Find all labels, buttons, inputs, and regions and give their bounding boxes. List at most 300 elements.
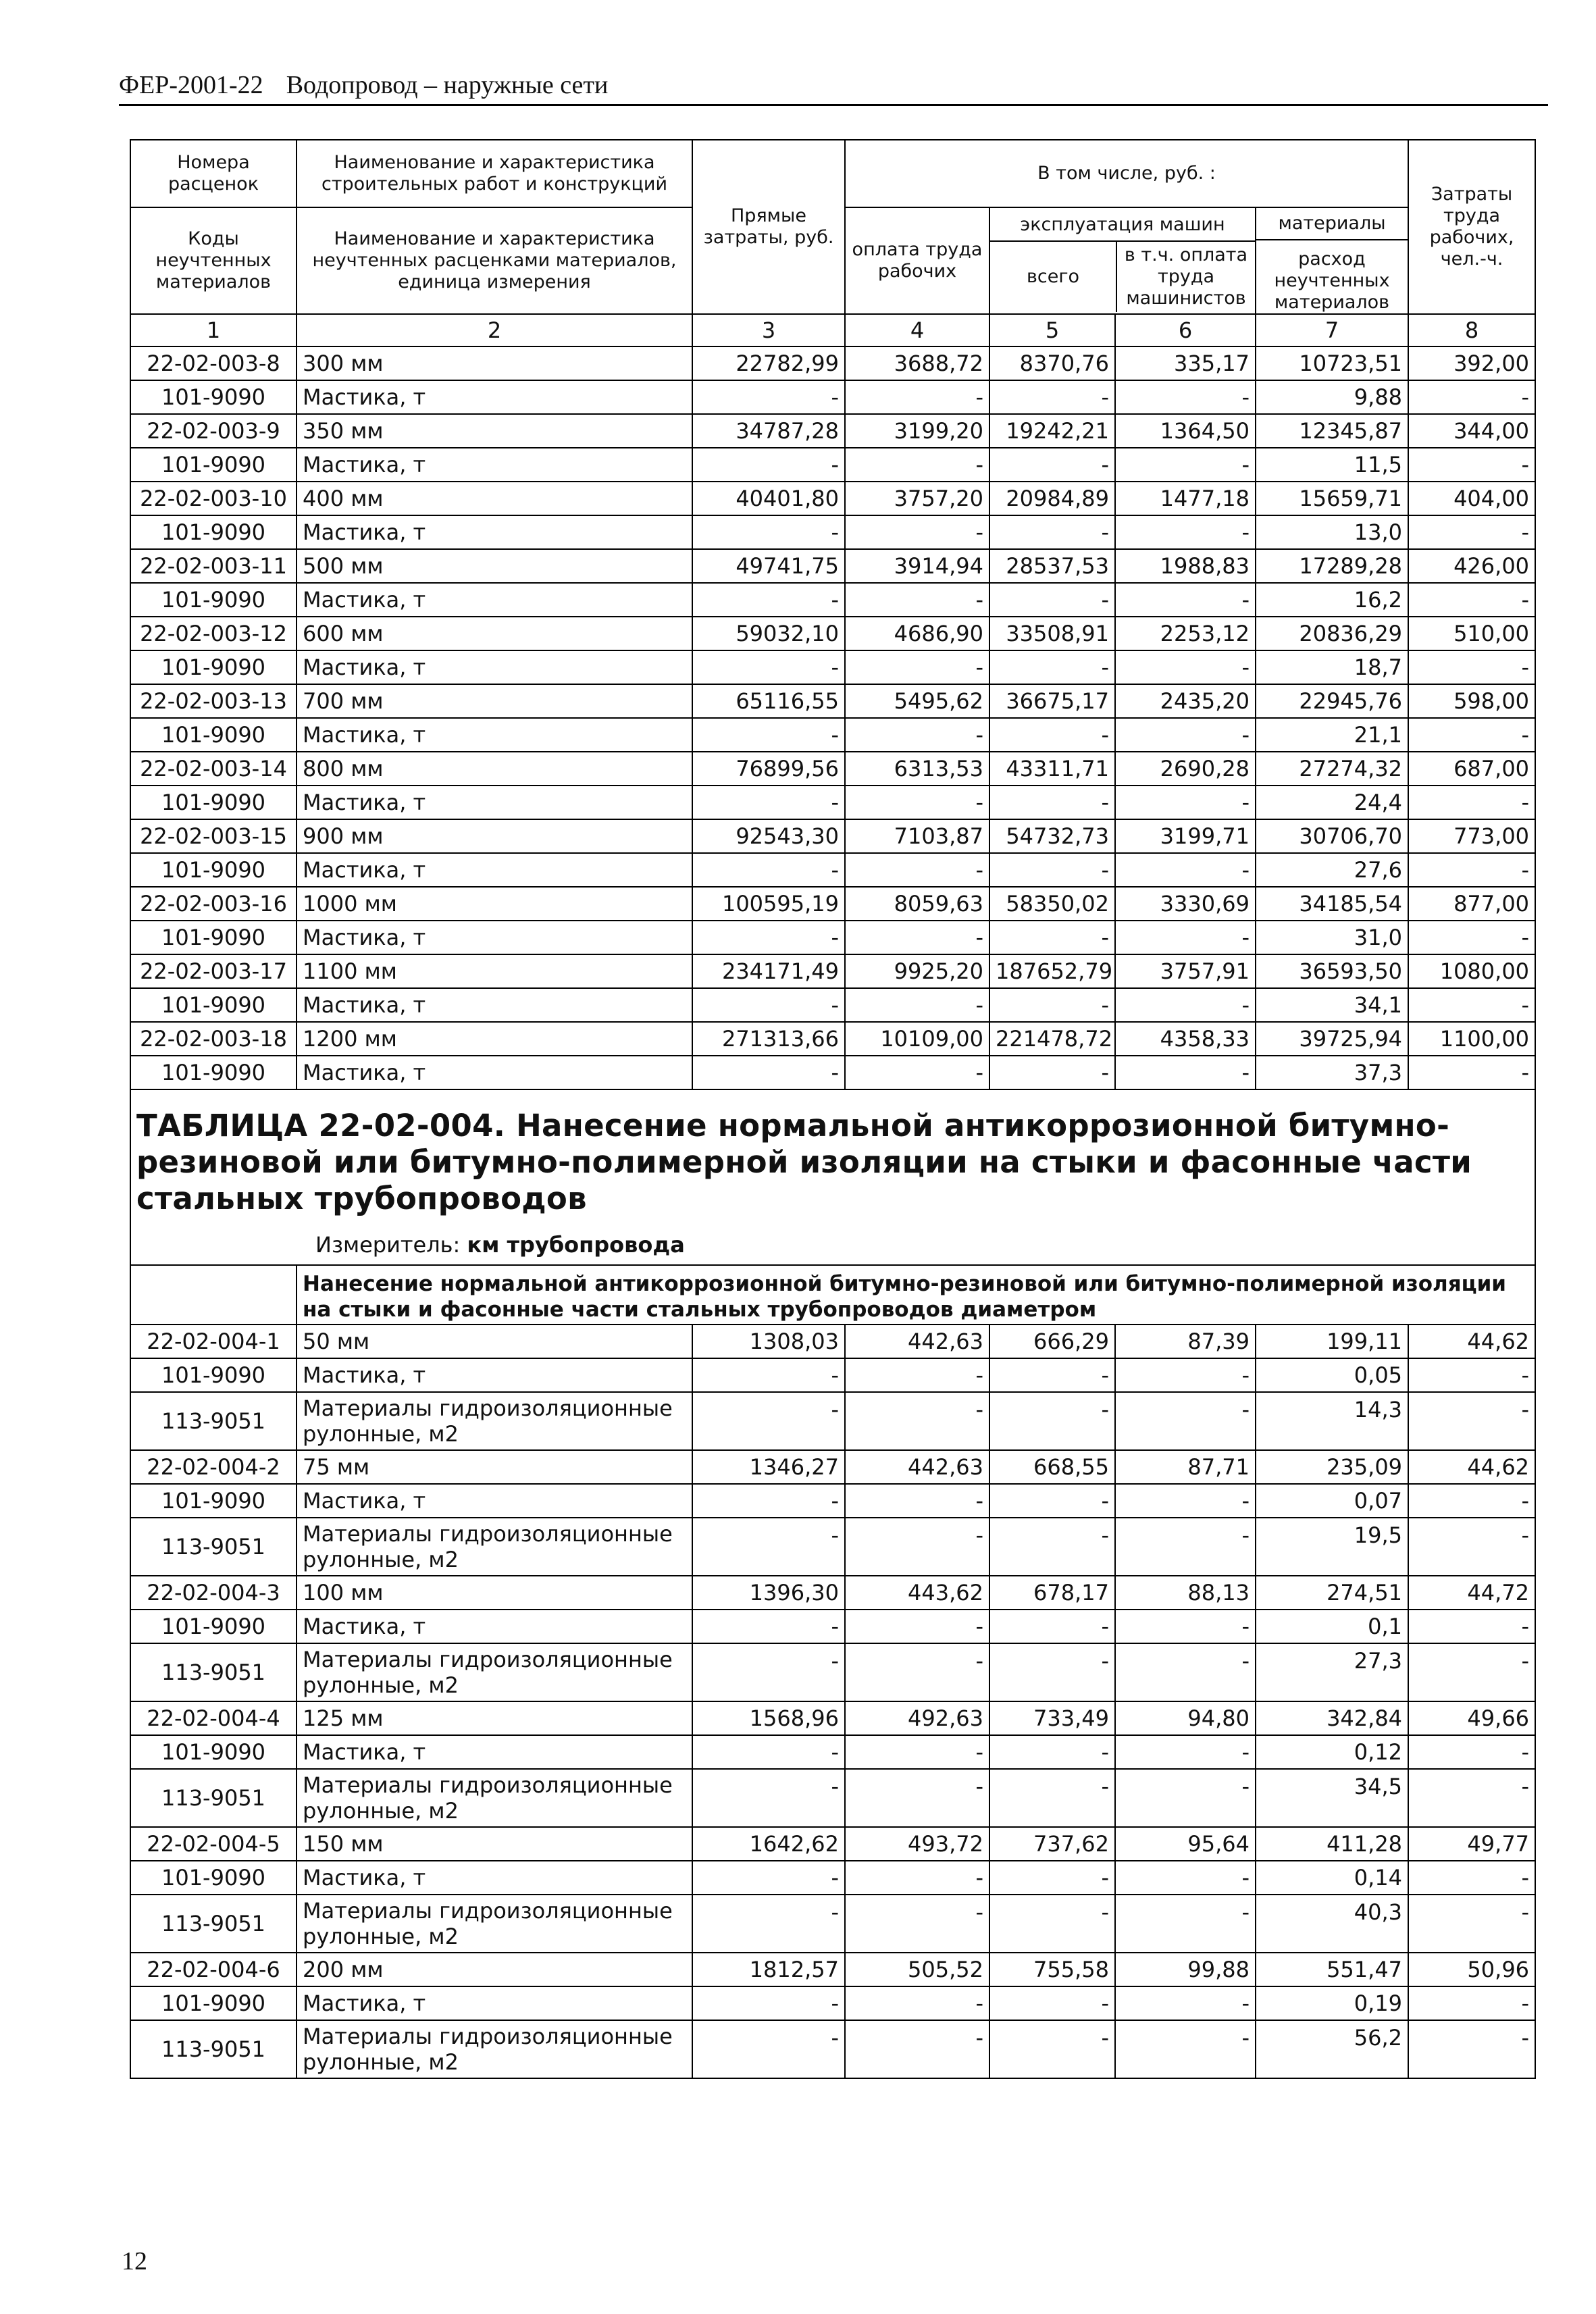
rate-row xyxy=(130,1022,1535,1056)
section-title: Водопровод – наружные сети xyxy=(286,71,609,99)
rate-code: 22-02-003-18 xyxy=(130,1022,297,1056)
material-name: Мастика, т xyxy=(297,1861,692,1895)
direct-costs: 1308,03 xyxy=(692,1325,845,1358)
labor-hours: 49,66 xyxy=(1408,1701,1535,1735)
labor-hours: 49,77 xyxy=(1408,1827,1535,1861)
direct-costs: 49741,75 xyxy=(692,549,845,583)
materials: 56,2 xyxy=(1256,2020,1408,2078)
meter-label: Измеритель: xyxy=(315,1232,461,1258)
rate-code: 22-02-003-15 xyxy=(130,819,297,853)
material-code: 113-9051 xyxy=(130,1769,297,1827)
rate-row xyxy=(130,482,1535,515)
work-name: 50 мм xyxy=(297,1325,692,1358)
materials: 27,6 xyxy=(1256,853,1408,887)
machines-total: - xyxy=(989,1861,1115,1895)
machines-total: - xyxy=(989,380,1115,414)
material-name: Материалы гидроизоляционные рулонные, м2 xyxy=(297,1518,692,1576)
rate-row xyxy=(130,1325,1535,1358)
labor-hours: - xyxy=(1408,1986,1535,2020)
labor-pay: 9925,20 xyxy=(845,954,989,988)
labor-hours: 426,00 xyxy=(1408,549,1535,583)
labor-pay: 7103,87 xyxy=(845,819,989,853)
labor-hours: - xyxy=(1408,1735,1535,1769)
column-number: 6 xyxy=(1115,314,1256,346)
machinists-pay: - xyxy=(1115,1518,1256,1576)
machines-total: 666,29 xyxy=(989,1325,1115,1358)
labor-hours: - xyxy=(1408,1769,1535,1827)
materials: 37,3 xyxy=(1256,1056,1408,1089)
labor-pay: - xyxy=(845,1735,989,1769)
machinists-pay: 87,71 xyxy=(1115,1450,1256,1484)
material-name: Мастика, т xyxy=(297,650,692,684)
direct-costs: - xyxy=(692,1643,845,1701)
column-number: 3 xyxy=(692,314,845,346)
labor-hours: - xyxy=(1408,921,1535,954)
labor-hours: - xyxy=(1408,988,1535,1022)
machines-total: - xyxy=(989,1735,1115,1769)
labor-hours: 687,00 xyxy=(1408,752,1535,786)
direct-costs: - xyxy=(692,1518,845,1576)
machines-total: 678,17 xyxy=(989,1576,1115,1610)
work-name: 150 мм xyxy=(297,1827,692,1861)
direct-costs: 271313,66 xyxy=(692,1022,845,1056)
table-title-row xyxy=(130,1089,1535,1265)
rate-code: 22-02-003-12 xyxy=(130,617,297,650)
machines-total: - xyxy=(989,650,1115,684)
machines-total: 221478,72 xyxy=(989,1022,1115,1056)
material-name: Мастика, т xyxy=(297,921,692,954)
labor-hours: - xyxy=(1408,380,1535,414)
rate-code: 22-02-004-4 xyxy=(130,1701,297,1735)
header-rule xyxy=(119,104,1548,106)
labor-pay: - xyxy=(845,380,989,414)
header-direct-costs: Прямые затраты, руб. xyxy=(692,140,845,314)
header-material-name: Наименование и характеристика неучтенных расценками материалов, единица измерения xyxy=(297,207,692,314)
rate-row xyxy=(130,887,1535,921)
direct-costs: - xyxy=(692,583,845,617)
direct-costs: 1346,27 xyxy=(692,1450,845,1484)
labor-pay: - xyxy=(845,583,989,617)
direct-costs: 34787,28 xyxy=(692,414,845,448)
machinists-pay: - xyxy=(1115,515,1256,549)
labor-pay: 443,62 xyxy=(845,1576,989,1610)
material-row xyxy=(130,448,1535,482)
labor-pay: 3199,20 xyxy=(845,414,989,448)
machinists-pay: 1364,50 xyxy=(1115,414,1256,448)
materials: 11,5 xyxy=(1256,448,1408,482)
material-row xyxy=(130,515,1535,549)
materials: 34185,54 xyxy=(1256,887,1408,921)
direct-costs: - xyxy=(692,650,845,684)
work-name: 800 мм xyxy=(297,752,692,786)
labor-pay: - xyxy=(845,1056,989,1089)
machines-total: - xyxy=(989,583,1115,617)
material-code: 113-9051 xyxy=(130,2020,297,2078)
labor-pay: - xyxy=(845,1643,989,1701)
labor-pay: 3757,20 xyxy=(845,482,989,515)
machines-total: - xyxy=(989,988,1115,1022)
rate-row xyxy=(130,1827,1535,1861)
rate-code: 22-02-004-6 xyxy=(130,1953,297,1986)
machinists-pay: - xyxy=(1115,1392,1256,1450)
machinists-pay: - xyxy=(1115,1643,1256,1701)
material-code: 101-9090 xyxy=(130,583,297,617)
rate-code: 22-02-004-3 xyxy=(130,1576,297,1610)
materials: 0,12 xyxy=(1256,1735,1408,1769)
rate-code: 22-02-003-17 xyxy=(130,954,297,988)
rate-row xyxy=(130,1576,1535,1610)
machines-total: - xyxy=(989,1610,1115,1643)
material-row xyxy=(130,1735,1535,1769)
direct-costs: - xyxy=(692,1358,845,1392)
machinists-pay: 99,88 xyxy=(1115,1953,1256,1986)
direct-costs: - xyxy=(692,921,845,954)
work-name: 1200 мм xyxy=(297,1022,692,1056)
material-code: 101-9090 xyxy=(130,650,297,684)
labor-hours: 1100,00 xyxy=(1408,1022,1535,1056)
header-labor-pay: оплата труда рабочих xyxy=(845,207,989,314)
header-labor-cost: Затраты труда рабочих, чел.-ч. xyxy=(1408,140,1535,314)
labor-pay: 4686,90 xyxy=(845,617,989,650)
labor-pay: - xyxy=(845,515,989,549)
materials: 0,19 xyxy=(1256,1986,1408,2020)
machinists-pay: - xyxy=(1115,448,1256,482)
header-including: В том числе, руб. : xyxy=(845,140,1408,207)
table-title-cell xyxy=(130,1089,1535,1265)
header-work-name: Наименование и характеристика строительных работ и конструкций xyxy=(297,140,692,207)
labor-hours: - xyxy=(1408,1056,1535,1089)
rate-row xyxy=(130,549,1535,583)
materials: 40,3 xyxy=(1256,1895,1408,1953)
materials: 14,3 xyxy=(1256,1392,1408,1450)
machines-total: 19242,21 xyxy=(989,414,1115,448)
machinists-pay: 3330,69 xyxy=(1115,887,1256,921)
machinists-pay: 1988,83 xyxy=(1115,549,1256,583)
machines-total: 8370,76 xyxy=(989,346,1115,380)
material-code: 113-9051 xyxy=(130,1895,297,1953)
column-number: 1 xyxy=(130,314,297,346)
labor-pay: - xyxy=(845,1610,989,1643)
header-materials: материалы xyxy=(1256,208,1408,240)
header-machines-total: всего xyxy=(990,242,1117,312)
work-name: 350 мм xyxy=(297,414,692,448)
materials: 411,28 xyxy=(1256,1827,1408,1861)
material-name: Материалы гидроизоляционные рулонные, м2 xyxy=(297,1392,692,1450)
direct-costs: 40401,80 xyxy=(692,482,845,515)
material-row xyxy=(130,1769,1535,1827)
labor-hours: 44,62 xyxy=(1408,1325,1535,1358)
labor-pay: - xyxy=(845,1986,989,2020)
labor-hours: 773,00 xyxy=(1408,819,1535,853)
materials: 17289,28 xyxy=(1256,549,1408,583)
labor-hours: 44,72 xyxy=(1408,1576,1535,1610)
material-row xyxy=(130,1610,1535,1643)
machines-total: - xyxy=(989,1056,1115,1089)
material-row xyxy=(130,1358,1535,1392)
work-name: 600 мм xyxy=(297,617,692,650)
direct-costs: - xyxy=(692,1484,845,1518)
machinists-pay: 4358,33 xyxy=(1115,1022,1256,1056)
labor-hours: 510,00 xyxy=(1408,617,1535,650)
direct-costs: 92543,30 xyxy=(692,819,845,853)
material-name: Мастика, т xyxy=(297,1484,692,1518)
machinists-pay: 2435,20 xyxy=(1115,684,1256,718)
header-machinists-pay: в т.ч. оплата труда машинистов xyxy=(1124,245,1248,309)
machines-total: 20984,89 xyxy=(989,482,1115,515)
labor-hours: 50,96 xyxy=(1408,1953,1535,1986)
materials: 342,84 xyxy=(1256,1701,1408,1735)
header-material-usage: расход неучтенных материалов xyxy=(1274,249,1390,313)
machines-total: - xyxy=(989,1643,1115,1701)
materials: 551,47 xyxy=(1256,1953,1408,1986)
material-row xyxy=(130,583,1535,617)
direct-costs: - xyxy=(692,1392,845,1450)
labor-pay: - xyxy=(845,1484,989,1518)
material-name: Мастика, т xyxy=(297,1986,692,2020)
machines-total: - xyxy=(989,1769,1115,1827)
machinists-pay: - xyxy=(1115,921,1256,954)
machines-total: - xyxy=(989,448,1115,482)
material-row xyxy=(130,786,1535,819)
machinists-pay: - xyxy=(1115,1895,1256,1953)
machines-total: - xyxy=(989,718,1115,752)
machines-total: - xyxy=(989,921,1115,954)
rate-code: 22-02-004-2 xyxy=(130,1450,297,1484)
material-row xyxy=(130,853,1535,887)
materials: 30706,70 xyxy=(1256,819,1408,853)
rate-code: 22-02-004-5 xyxy=(130,1827,297,1861)
rate-row xyxy=(130,617,1535,650)
labor-hours: 877,00 xyxy=(1408,887,1535,921)
work-name: 200 мм xyxy=(297,1953,692,1986)
labor-pay: 3688,72 xyxy=(845,346,989,380)
material-code: 101-9090 xyxy=(130,515,297,549)
machinists-pay: - xyxy=(1115,718,1256,752)
machinists-pay: 3757,91 xyxy=(1115,954,1256,988)
work-name: 125 мм xyxy=(297,1701,692,1735)
machines-total: 54732,73 xyxy=(989,819,1115,853)
material-code: 101-9090 xyxy=(130,1735,297,1769)
machines-total: - xyxy=(989,1484,1115,1518)
materials: 27274,32 xyxy=(1256,752,1408,786)
materials: 15659,71 xyxy=(1256,482,1408,515)
group-title: Нанесение нормальной антикоррозионной битумно-резиновой или битумно-полимерной изоляции на стыки и фасонные части стальных трубопроводов диаметром xyxy=(297,1265,1535,1325)
labor-pay: 493,72 xyxy=(845,1827,989,1861)
materials: 20836,29 xyxy=(1256,617,1408,650)
table-body xyxy=(130,140,1535,2078)
material-row xyxy=(130,1643,1535,1701)
material-code: 101-9090 xyxy=(130,1484,297,1518)
machines-total: 187652,79 xyxy=(989,954,1115,988)
machinists-pay: - xyxy=(1115,853,1256,887)
labor-pay: - xyxy=(845,650,989,684)
machines-total: - xyxy=(989,853,1115,887)
header-machines-sub xyxy=(990,242,1255,312)
labor-pay: 442,63 xyxy=(845,1450,989,1484)
material-code: 101-9090 xyxy=(130,448,297,482)
running-head xyxy=(119,70,608,100)
materials: 274,51 xyxy=(1256,1576,1408,1610)
rate-row xyxy=(130,414,1535,448)
labor-pay: 442,63 xyxy=(845,1325,989,1358)
material-row xyxy=(130,1986,1535,2020)
material-row xyxy=(130,650,1535,684)
material-name: Мастика, т xyxy=(297,1358,692,1392)
materials: 10723,51 xyxy=(1256,346,1408,380)
labor-hours: - xyxy=(1408,853,1535,887)
labor-hours: - xyxy=(1408,1610,1535,1643)
rate-row xyxy=(130,1701,1535,1735)
machines-total: 737,62 xyxy=(989,1827,1115,1861)
material-code: 101-9090 xyxy=(130,988,297,1022)
direct-costs: - xyxy=(692,1861,845,1895)
labor-pay: - xyxy=(845,448,989,482)
machines-total: - xyxy=(989,515,1115,549)
labor-hours: 44,62 xyxy=(1408,1450,1535,1484)
rate-code: 22-02-003-9 xyxy=(130,414,297,448)
table-title: ТАБЛИЦА 22-02-004. Нанесение нормальной антикоррозионной битумно-резиновой или битумно-полимерной изоляции на стыки и фасонные части стальных трубопроводов xyxy=(136,1108,1472,1216)
direct-costs: 1568,96 xyxy=(692,1701,845,1735)
material-code: 101-9090 xyxy=(130,1358,297,1392)
material-name: Материалы гидроизоляционные рулонные, м2 xyxy=(297,1769,692,1827)
material-row xyxy=(130,1861,1535,1895)
material-name: Мастика, т xyxy=(297,1735,692,1769)
machines-total: - xyxy=(989,786,1115,819)
machinists-pay: - xyxy=(1115,650,1256,684)
machinists-pay: 335,17 xyxy=(1115,346,1256,380)
direct-costs: - xyxy=(692,515,845,549)
material-row xyxy=(130,1056,1535,1089)
direct-costs: - xyxy=(692,2020,845,2078)
materials: 18,7 xyxy=(1256,650,1408,684)
machinists-pay: - xyxy=(1115,583,1256,617)
material-name: Мастика, т xyxy=(297,448,692,482)
material-code: 113-9051 xyxy=(130,1643,297,1701)
direct-costs: - xyxy=(692,786,845,819)
materials: 19,5 xyxy=(1256,1518,1408,1576)
labor-hours: - xyxy=(1408,583,1535,617)
direct-costs: 65116,55 xyxy=(692,684,845,718)
machines-total: 28537,53 xyxy=(989,549,1115,583)
machinists-pay: - xyxy=(1115,1769,1256,1827)
machinists-pay: - xyxy=(1115,2020,1256,2078)
header-material-codes: Коды неучтенных материалов xyxy=(130,207,297,314)
column-numbers-row xyxy=(130,314,1535,346)
machinists-pay: 2690,28 xyxy=(1115,752,1256,786)
rate-code: 22-02-004-1 xyxy=(130,1325,297,1358)
materials: 235,09 xyxy=(1256,1450,1408,1484)
material-code: 101-9090 xyxy=(130,380,297,414)
direct-costs: - xyxy=(692,1769,845,1827)
direct-costs: 59032,10 xyxy=(692,617,845,650)
rate-row xyxy=(130,346,1535,380)
labor-hours: 598,00 xyxy=(1408,684,1535,718)
machines-total: 43311,71 xyxy=(989,752,1115,786)
labor-pay: - xyxy=(845,718,989,752)
materials: 21,1 xyxy=(1256,718,1408,752)
labor-pay: - xyxy=(845,1769,989,1827)
machines-total: 755,58 xyxy=(989,1953,1115,1986)
direct-costs: 1812,57 xyxy=(692,1953,845,1986)
machinists-pay: 2253,12 xyxy=(1115,617,1256,650)
labor-hours: 1080,00 xyxy=(1408,954,1535,988)
machinists-pay: - xyxy=(1115,988,1256,1022)
direct-costs: - xyxy=(692,1735,845,1769)
machinists-pay: - xyxy=(1115,380,1256,414)
direct-costs: - xyxy=(692,853,845,887)
labor-hours: - xyxy=(1408,1358,1535,1392)
rate-row xyxy=(130,684,1535,718)
rates-table xyxy=(130,139,1536,2079)
meter xyxy=(315,1232,1529,1258)
material-row xyxy=(130,1392,1535,1450)
work-name: 100 мм xyxy=(297,1576,692,1610)
material-name: Материалы гидроизоляционные рулонные, м2 xyxy=(297,1643,692,1701)
machinists-pay: 94,80 xyxy=(1115,1701,1256,1735)
header-machines: эксплуатация машин xyxy=(990,209,1255,242)
machines-total: - xyxy=(989,1518,1115,1576)
material-code: 101-9090 xyxy=(130,853,297,887)
direct-costs: 1642,62 xyxy=(692,1827,845,1861)
material-row xyxy=(130,1484,1535,1518)
machines-total: - xyxy=(989,1986,1115,2020)
machinists-pay: 1477,18 xyxy=(1115,482,1256,515)
rate-code: 22-02-003-16 xyxy=(130,887,297,921)
work-name: 75 мм xyxy=(297,1450,692,1484)
materials: 27,3 xyxy=(1256,1643,1408,1701)
labor-pay: 6313,53 xyxy=(845,752,989,786)
labor-hours: - xyxy=(1408,2020,1535,2078)
labor-hours: - xyxy=(1408,448,1535,482)
column-number: 8 xyxy=(1408,314,1535,346)
labor-hours: - xyxy=(1408,1861,1535,1895)
labor-pay: - xyxy=(845,2020,989,2078)
materials: 13,0 xyxy=(1256,515,1408,549)
material-code: 101-9090 xyxy=(130,1056,297,1089)
materials: 36593,50 xyxy=(1256,954,1408,988)
material-name: Мастика, т xyxy=(297,1610,692,1643)
material-code: 101-9090 xyxy=(130,1986,297,2020)
material-row xyxy=(130,1895,1535,1953)
machinists-pay: 88,13 xyxy=(1115,1576,1256,1610)
labor-hours: - xyxy=(1408,1518,1535,1576)
material-name: Материалы гидроизоляционные рулонные, м2 xyxy=(297,2020,692,2078)
material-name: Мастика, т xyxy=(297,853,692,887)
machinists-pay: - xyxy=(1115,1484,1256,1518)
rate-row xyxy=(130,752,1535,786)
materials: 16,2 xyxy=(1256,583,1408,617)
machinists-pay: - xyxy=(1115,1358,1256,1392)
labor-pay: 8059,63 xyxy=(845,887,989,921)
labor-pay: - xyxy=(845,1392,989,1450)
direct-costs: - xyxy=(692,1056,845,1089)
rate-code: 22-02-003-11 xyxy=(130,549,297,583)
machinists-pay: - xyxy=(1115,1735,1256,1769)
material-name: Мастика, т xyxy=(297,1056,692,1089)
machinists-pay: - xyxy=(1115,1986,1256,2020)
material-code: 101-9090 xyxy=(130,1610,297,1643)
labor-pay: 3914,94 xyxy=(845,549,989,583)
machines-total: 33508,91 xyxy=(989,617,1115,650)
labor-hours: 404,00 xyxy=(1408,482,1535,515)
material-row xyxy=(130,380,1535,414)
materials: 199,11 xyxy=(1256,1325,1408,1358)
labor-pay: - xyxy=(845,1518,989,1576)
header-materials-block xyxy=(1256,207,1408,314)
material-code: 113-9051 xyxy=(130,1518,297,1576)
column-number: 4 xyxy=(845,314,989,346)
material-code: 101-9090 xyxy=(130,1861,297,1895)
